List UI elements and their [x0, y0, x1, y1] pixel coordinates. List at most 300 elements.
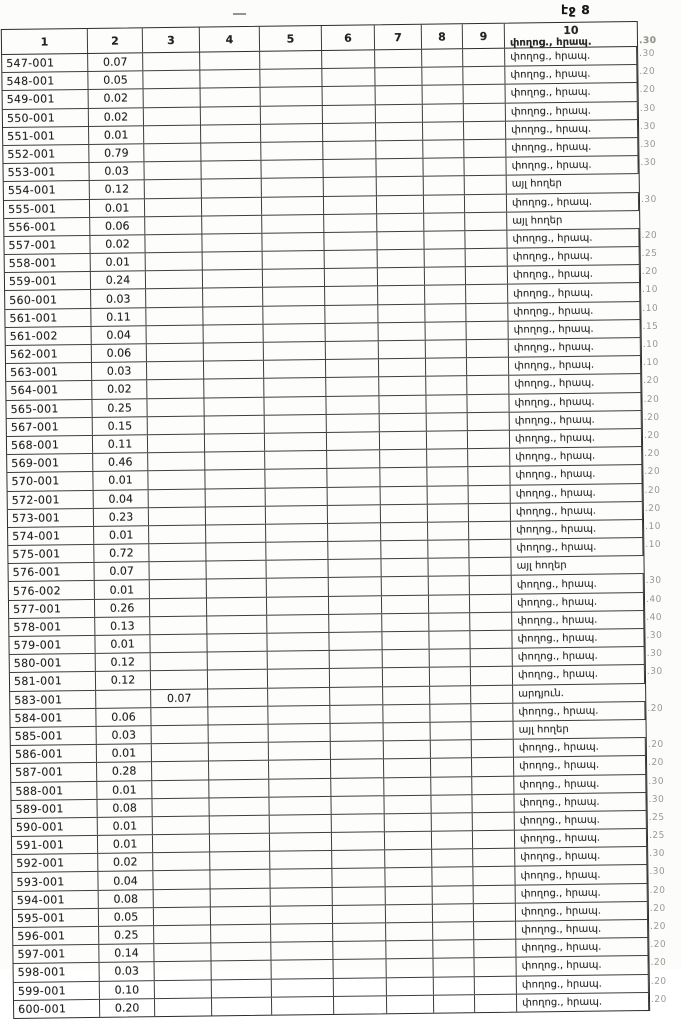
empty-cell [268, 688, 330, 706]
col3-value-cell [148, 416, 205, 434]
empty-cell [264, 360, 326, 378]
empty-cell [265, 433, 327, 451]
empty-cell [328, 541, 381, 559]
empty-cell [324, 196, 377, 214]
empty-cell [266, 524, 328, 542]
empty-cell [211, 907, 271, 925]
empty-cell [328, 505, 381, 523]
empty-cell [203, 306, 263, 324]
empty-cell [268, 669, 330, 687]
area-value-cell: 0.04 [92, 326, 147, 344]
margin-note: .25 [641, 248, 658, 260]
empty-cell [475, 976, 517, 994]
empty-cell [469, 540, 511, 558]
empty-cell [385, 832, 432, 850]
area-value-cell: 0.08 [97, 799, 152, 817]
empty-cell [430, 649, 471, 667]
land-use-cell: փողոց., հրապ. [515, 811, 647, 830]
empty-cell [204, 379, 264, 397]
empty-cell [379, 359, 426, 377]
col3-value-cell [150, 616, 207, 634]
empty-cell [427, 431, 468, 449]
land-use-cell: փողոց., հրապ. [511, 538, 643, 557]
empty-cell [383, 650, 430, 668]
area-value-cell: 0.06 [90, 217, 145, 235]
empty-cell [467, 340, 509, 358]
carryover-margin-note: .30 [638, 35, 657, 47]
parcel-id-cell: 565-001 [6, 399, 92, 417]
empty-cell [329, 596, 382, 614]
col3-value-cell [151, 707, 208, 725]
empty-cell [423, 140, 464, 158]
empty-cell [379, 395, 426, 413]
empty-cell [466, 267, 508, 285]
land-use-cell: փողոց., հրապ. [511, 520, 643, 539]
empty-cell [428, 540, 469, 558]
empty-cell [473, 867, 515, 885]
empty-cell [201, 106, 261, 124]
empty-cell [385, 814, 432, 832]
col3-value-cell [152, 725, 209, 743]
empty-cell [422, 49, 463, 67]
area-value-cell: 0.12 [90, 181, 145, 199]
empty-cell [206, 506, 266, 524]
empty-cell [326, 341, 379, 359]
col3-value-cell [153, 871, 210, 889]
margin-note: .20 [644, 467, 661, 478]
empty-cell [212, 961, 272, 979]
empty-cell [426, 395, 467, 413]
col3-value-cell [155, 980, 212, 998]
empty-cell [472, 722, 514, 740]
col3-value-cell [147, 344, 204, 362]
empty-cell [323, 141, 376, 159]
parcel-id-cell: 575-001 [8, 545, 94, 563]
empty-cell [261, 142, 323, 160]
empty-cell [469, 522, 511, 540]
empty-cell [434, 959, 475, 977]
col3-value-cell [145, 198, 202, 216]
land-use-cell: փողոց., հրապ. [513, 647, 645, 666]
margin-note: .20 [647, 703, 664, 714]
col3-value-cell [152, 780, 209, 798]
empty-cell [270, 815, 332, 833]
empty-cell [465, 194, 507, 212]
parcel-id-cell: 590-001 [12, 818, 98, 836]
empty-cell [376, 86, 423, 104]
area-value-cell: 0.01 [98, 835, 153, 853]
land-use-cell: փողոց., հրապ. [506, 138, 638, 157]
parcel-id-cell: 584-001 [10, 709, 96, 727]
col3-value-cell [147, 380, 204, 398]
land-use-cell: փողոց., հրապ. [514, 738, 646, 757]
empty-cell [474, 940, 516, 958]
parcel-id-cell: 574-001 [8, 527, 94, 545]
land-use-cell: փողոց., հրապ. [506, 120, 638, 139]
area-value-cell: 0.23 [94, 508, 149, 526]
empty-cell [433, 922, 474, 940]
empty-cell [432, 813, 473, 831]
header-cell-4: 4 [200, 27, 260, 52]
land-use-cell: արդյուն. [518, 687, 564, 700]
col3-value-cell [153, 835, 210, 853]
col3-value-cell [148, 471, 205, 489]
empty-cell [330, 669, 383, 687]
area-value-cell: 0.46 [93, 453, 148, 471]
empty-cell [376, 104, 423, 122]
header-cell-3: 3 [143, 28, 200, 53]
col3-value-cell [144, 89, 201, 107]
margin-note: .20 [650, 958, 667, 969]
land-use-cell: փողոց., հրապ. [516, 938, 648, 957]
empty-cell [269, 724, 331, 742]
land-use-cell: փողոց., հրապ. [512, 629, 644, 648]
empty-cell [326, 378, 379, 396]
empty-cell [207, 634, 267, 652]
land-use-cell: փողոց., հրապ. [509, 374, 641, 393]
parcel-id-cell: 572-001 [8, 490, 94, 508]
area-value-cell: 0.12 [96, 653, 151, 671]
empty-cell [206, 525, 266, 543]
empty-cell [385, 868, 432, 886]
area-value-cell: 0.01 [94, 526, 149, 544]
empty-cell [269, 797, 331, 815]
empty-cell [469, 558, 511, 576]
land-use-cell: փողոց., հրապ. [508, 283, 640, 302]
empty-cell [334, 960, 387, 978]
empty-cell [474, 885, 516, 903]
empty-cell [380, 468, 427, 486]
margin-note: .20 [644, 448, 661, 460]
col3-value-cell: 0.07 [151, 689, 208, 707]
land-use-cell: փողոց., հրապ. [516, 956, 648, 975]
col3-value-cell [155, 962, 212, 980]
land-use-cell: փողոց., հրապ. [510, 465, 642, 484]
empty-cell [381, 523, 428, 541]
empty-cell [331, 741, 384, 759]
page-number-label: էջ 8 [561, 2, 591, 17]
col3-value-cell [149, 562, 206, 580]
empty-cell [265, 469, 327, 487]
empty-cell [383, 704, 430, 722]
land-use-cell: այլ հողեր [518, 723, 569, 736]
empty-cell [465, 176, 507, 194]
area-value-cell: 0.24 [91, 271, 146, 289]
empty-cell [268, 651, 330, 669]
empty-cell [430, 704, 471, 722]
margin-note: .30 [640, 194, 657, 205]
col3-value-cell [149, 544, 206, 562]
empty-cell [377, 213, 424, 231]
margin-note: .10 [642, 303, 659, 314]
empty-cell [262, 215, 324, 233]
land-use-cell: փողոց., հրապ. [508, 302, 640, 321]
margin-note: .30 [639, 48, 656, 60]
empty-cell [209, 779, 269, 797]
empty-cell [331, 796, 384, 814]
col3-value-cell [154, 944, 211, 962]
empty-cell [434, 977, 475, 995]
empty-cell [271, 888, 333, 906]
header-cell-6: 6 [322, 25, 375, 50]
margin-note: .40 [646, 612, 663, 623]
empty-cell [424, 195, 465, 213]
area-value-cell: 0.02 [98, 853, 153, 871]
empty-cell [264, 324, 326, 342]
parcel-id-cell: 593-001 [12, 872, 98, 890]
empty-cell [201, 161, 261, 179]
col3-value-cell [147, 398, 204, 416]
parcel-id-cell: 581-001 [10, 672, 96, 690]
parcel-id-cell: 597-001 [13, 945, 99, 963]
empty-cell [331, 723, 384, 741]
empty-cell [469, 503, 511, 521]
empty-cell [331, 778, 384, 796]
margin-note: .30 [645, 576, 662, 587]
parcel-id-cell: 550-001 [3, 109, 89, 127]
empty-cell [431, 722, 472, 740]
area-value-cell: 0.11 [91, 308, 146, 326]
empty-cell [378, 268, 425, 286]
empty-cell [430, 686, 471, 704]
empty-cell [333, 923, 386, 941]
parcel-id-cell: 551-001 [3, 127, 89, 145]
empty-cell [381, 504, 428, 522]
col3-value-cell [149, 507, 206, 525]
area-value-cell: 0.03 [100, 963, 155, 981]
land-use-cell: փողոց., հրապ. [515, 865, 647, 884]
parcel-id-cell: 554-001 [4, 181, 90, 199]
header-cell-2: 2 [88, 28, 143, 53]
parcel-id-cell: 596-001 [13, 927, 99, 945]
col3-value-cell [153, 853, 210, 871]
col3-value-cell [143, 53, 200, 71]
empty-cell [267, 615, 329, 633]
parcel-id-cell: 549-001 [3, 90, 89, 108]
margin-note: .30 [640, 157, 657, 169]
empty-cell [260, 69, 322, 87]
empty-cell [376, 122, 423, 140]
empty-cell [432, 849, 473, 867]
parcel-id-cell: 563-001 [6, 363, 92, 381]
empty-cell [466, 321, 508, 339]
col3-value-cell [150, 634, 207, 652]
empty-cell [466, 249, 508, 267]
empty-cell [434, 995, 475, 1013]
empty-cell [427, 468, 468, 486]
empty-cell [212, 997, 272, 1015]
parcel-id-cell: 595-001 [13, 909, 99, 927]
empty-cell [202, 215, 262, 233]
land-use-cell: փողոց., հրապ. [512, 593, 644, 612]
margin-note: .30 [639, 103, 656, 114]
empty-cell [323, 87, 376, 105]
area-value-cell: 0.12 [96, 672, 151, 690]
area-value-cell: 0.01 [93, 472, 148, 490]
empty-cell [423, 104, 464, 122]
parcel-id-cell: 577-001 [9, 600, 95, 618]
empty-cell [203, 252, 263, 270]
empty-cell [208, 670, 268, 688]
area-value-cell: 0.02 [92, 381, 147, 399]
parcel-id-cell: 588-001 [11, 781, 97, 799]
empty-cell [433, 940, 474, 958]
col3-value-cell [154, 889, 211, 907]
margin-note: .20 [641, 230, 658, 241]
empty-cell [424, 213, 465, 231]
empty-cell [327, 469, 380, 487]
area-value-cell: 0.03 [97, 726, 152, 744]
empty-cell [266, 542, 328, 560]
empty-cell [330, 705, 383, 723]
area-value-cell: 0.05 [88, 71, 143, 89]
empty-cell [380, 413, 427, 431]
land-use-cell: փողոց., հրապ. [509, 393, 641, 412]
area-value-cell: 0.11 [93, 435, 148, 453]
col3-value-cell [144, 125, 201, 143]
area-value-cell: 0.02 [89, 90, 144, 108]
empty-cell [209, 797, 269, 815]
empty-cell [328, 523, 381, 541]
margin-note: .20 [649, 903, 666, 914]
empty-cell [425, 304, 466, 322]
empty-cell [327, 450, 380, 468]
empty-cell [207, 579, 267, 597]
margin-note: .30 [640, 139, 657, 150]
empty-cell [470, 576, 512, 594]
col3-value-cell [146, 271, 203, 289]
land-use-cell: այլ հողեր [511, 178, 562, 191]
empty-cell [325, 305, 378, 323]
empty-cell [428, 558, 469, 576]
empty-cell [467, 394, 509, 412]
empty-cell [431, 795, 472, 813]
area-value-cell: 0.01 [97, 781, 152, 799]
margin-note: .20 [644, 485, 661, 496]
empty-cell [265, 415, 327, 433]
area-value-cell: 0.10 [100, 981, 155, 999]
empty-cell [470, 631, 512, 649]
land-use-cell: փողոց., հրապ. [507, 229, 639, 248]
margin-note: .15 [642, 321, 659, 332]
header-cell-1: 1 [2, 29, 88, 54]
land-use-cell: փողոց., հրապ. [512, 611, 644, 630]
empty-cell [426, 340, 467, 358]
empty-cell [431, 777, 472, 795]
empty-cell [427, 413, 468, 431]
land-use-cell: փողոց., հրապ. [517, 975, 649, 994]
empty-cell [208, 706, 268, 724]
margin-note: .10 [645, 539, 662, 551]
empty-cell [329, 632, 382, 650]
empty-cell [376, 159, 423, 177]
empty-cell [429, 577, 470, 595]
empty-cell [382, 577, 429, 595]
col3-value-cell [154, 907, 211, 925]
empty-cell [324, 178, 377, 196]
land-use-cell: փողոց., հրապ. [515, 829, 647, 848]
parcel-id-cell: 561-001 [5, 309, 91, 327]
land-use-cell: փողոց., հրապ. [506, 102, 638, 121]
empty-cell [423, 122, 464, 140]
empty-cell [327, 414, 380, 432]
land-use-cell: այլ հողեր [516, 560, 567, 572]
area-value-cell: 0.03 [91, 290, 146, 308]
empty-cell [430, 668, 471, 686]
empty-cell [425, 249, 466, 267]
col3-value-cell [148, 434, 205, 452]
parcel-id-cell: 583-001 [10, 690, 96, 708]
empty-cell [324, 232, 377, 250]
area-value-cell: 0.01 [90, 199, 145, 217]
empty-cell [428, 504, 469, 522]
empty-cell [464, 140, 506, 158]
empty-cell [473, 831, 515, 849]
empty-cell [386, 886, 433, 904]
empty-cell [384, 759, 431, 777]
empty-cell [377, 195, 424, 213]
land-use-cell: փողոց., հրապ. [516, 920, 648, 939]
margin-note: .20 [649, 885, 666, 896]
empty-cell [205, 452, 265, 470]
land-use-cell: փողոց., հրապ. [508, 247, 640, 266]
col3-value-cell [152, 798, 209, 816]
empty-cell [429, 595, 470, 613]
empty-cell [383, 686, 430, 704]
empty-cell [333, 905, 386, 923]
empty-cell [382, 614, 429, 632]
parcel-id-cell: 578-001 [9, 618, 95, 636]
empty-cell [423, 86, 464, 104]
parcel-id-cell: 585-001 [11, 727, 97, 745]
empty-cell [469, 485, 511, 503]
parcel-id-cell: 592-001 [12, 854, 98, 872]
parcel-id-cell: 561-002 [6, 327, 92, 345]
parcel-id-cell: 587-001 [11, 763, 97, 781]
parcel-id-cell: 570-001 [7, 472, 93, 490]
empty-cell [426, 322, 467, 340]
col3-value-cell [147, 362, 204, 380]
area-value-cell: 0.25 [92, 399, 147, 417]
empty-cell [387, 995, 434, 1013]
empty-cell [379, 377, 426, 395]
area-value-cell: 0.72 [94, 544, 149, 562]
col3-value-cell [144, 143, 201, 161]
empty-cell [203, 270, 263, 288]
col3-value-cell [148, 453, 205, 471]
empty-cell [210, 870, 270, 888]
empty-cell [424, 177, 465, 195]
empty-cell [428, 486, 469, 504]
empty-cell [262, 196, 324, 214]
empty-cell [205, 434, 265, 452]
area-value-cell: 0.02 [89, 108, 144, 126]
margin-note: .20 [641, 267, 658, 278]
empty-cell [266, 560, 328, 578]
land-use-cell: փողոց., հրապ. [514, 774, 646, 793]
empty-cell [431, 758, 472, 776]
col3-value-cell [144, 107, 201, 125]
empty-cell [261, 106, 323, 124]
empty-cell [202, 179, 262, 197]
col3-value-cell [154, 925, 211, 943]
margin-note: .20 [643, 394, 660, 405]
empty-cell [264, 397, 326, 415]
col3-value-cell [150, 580, 207, 598]
carryover-land-use-label: փողոց., հրապ. [509, 36, 592, 49]
empty-cell [379, 323, 426, 341]
area-value-cell: 0.28 [97, 763, 152, 781]
